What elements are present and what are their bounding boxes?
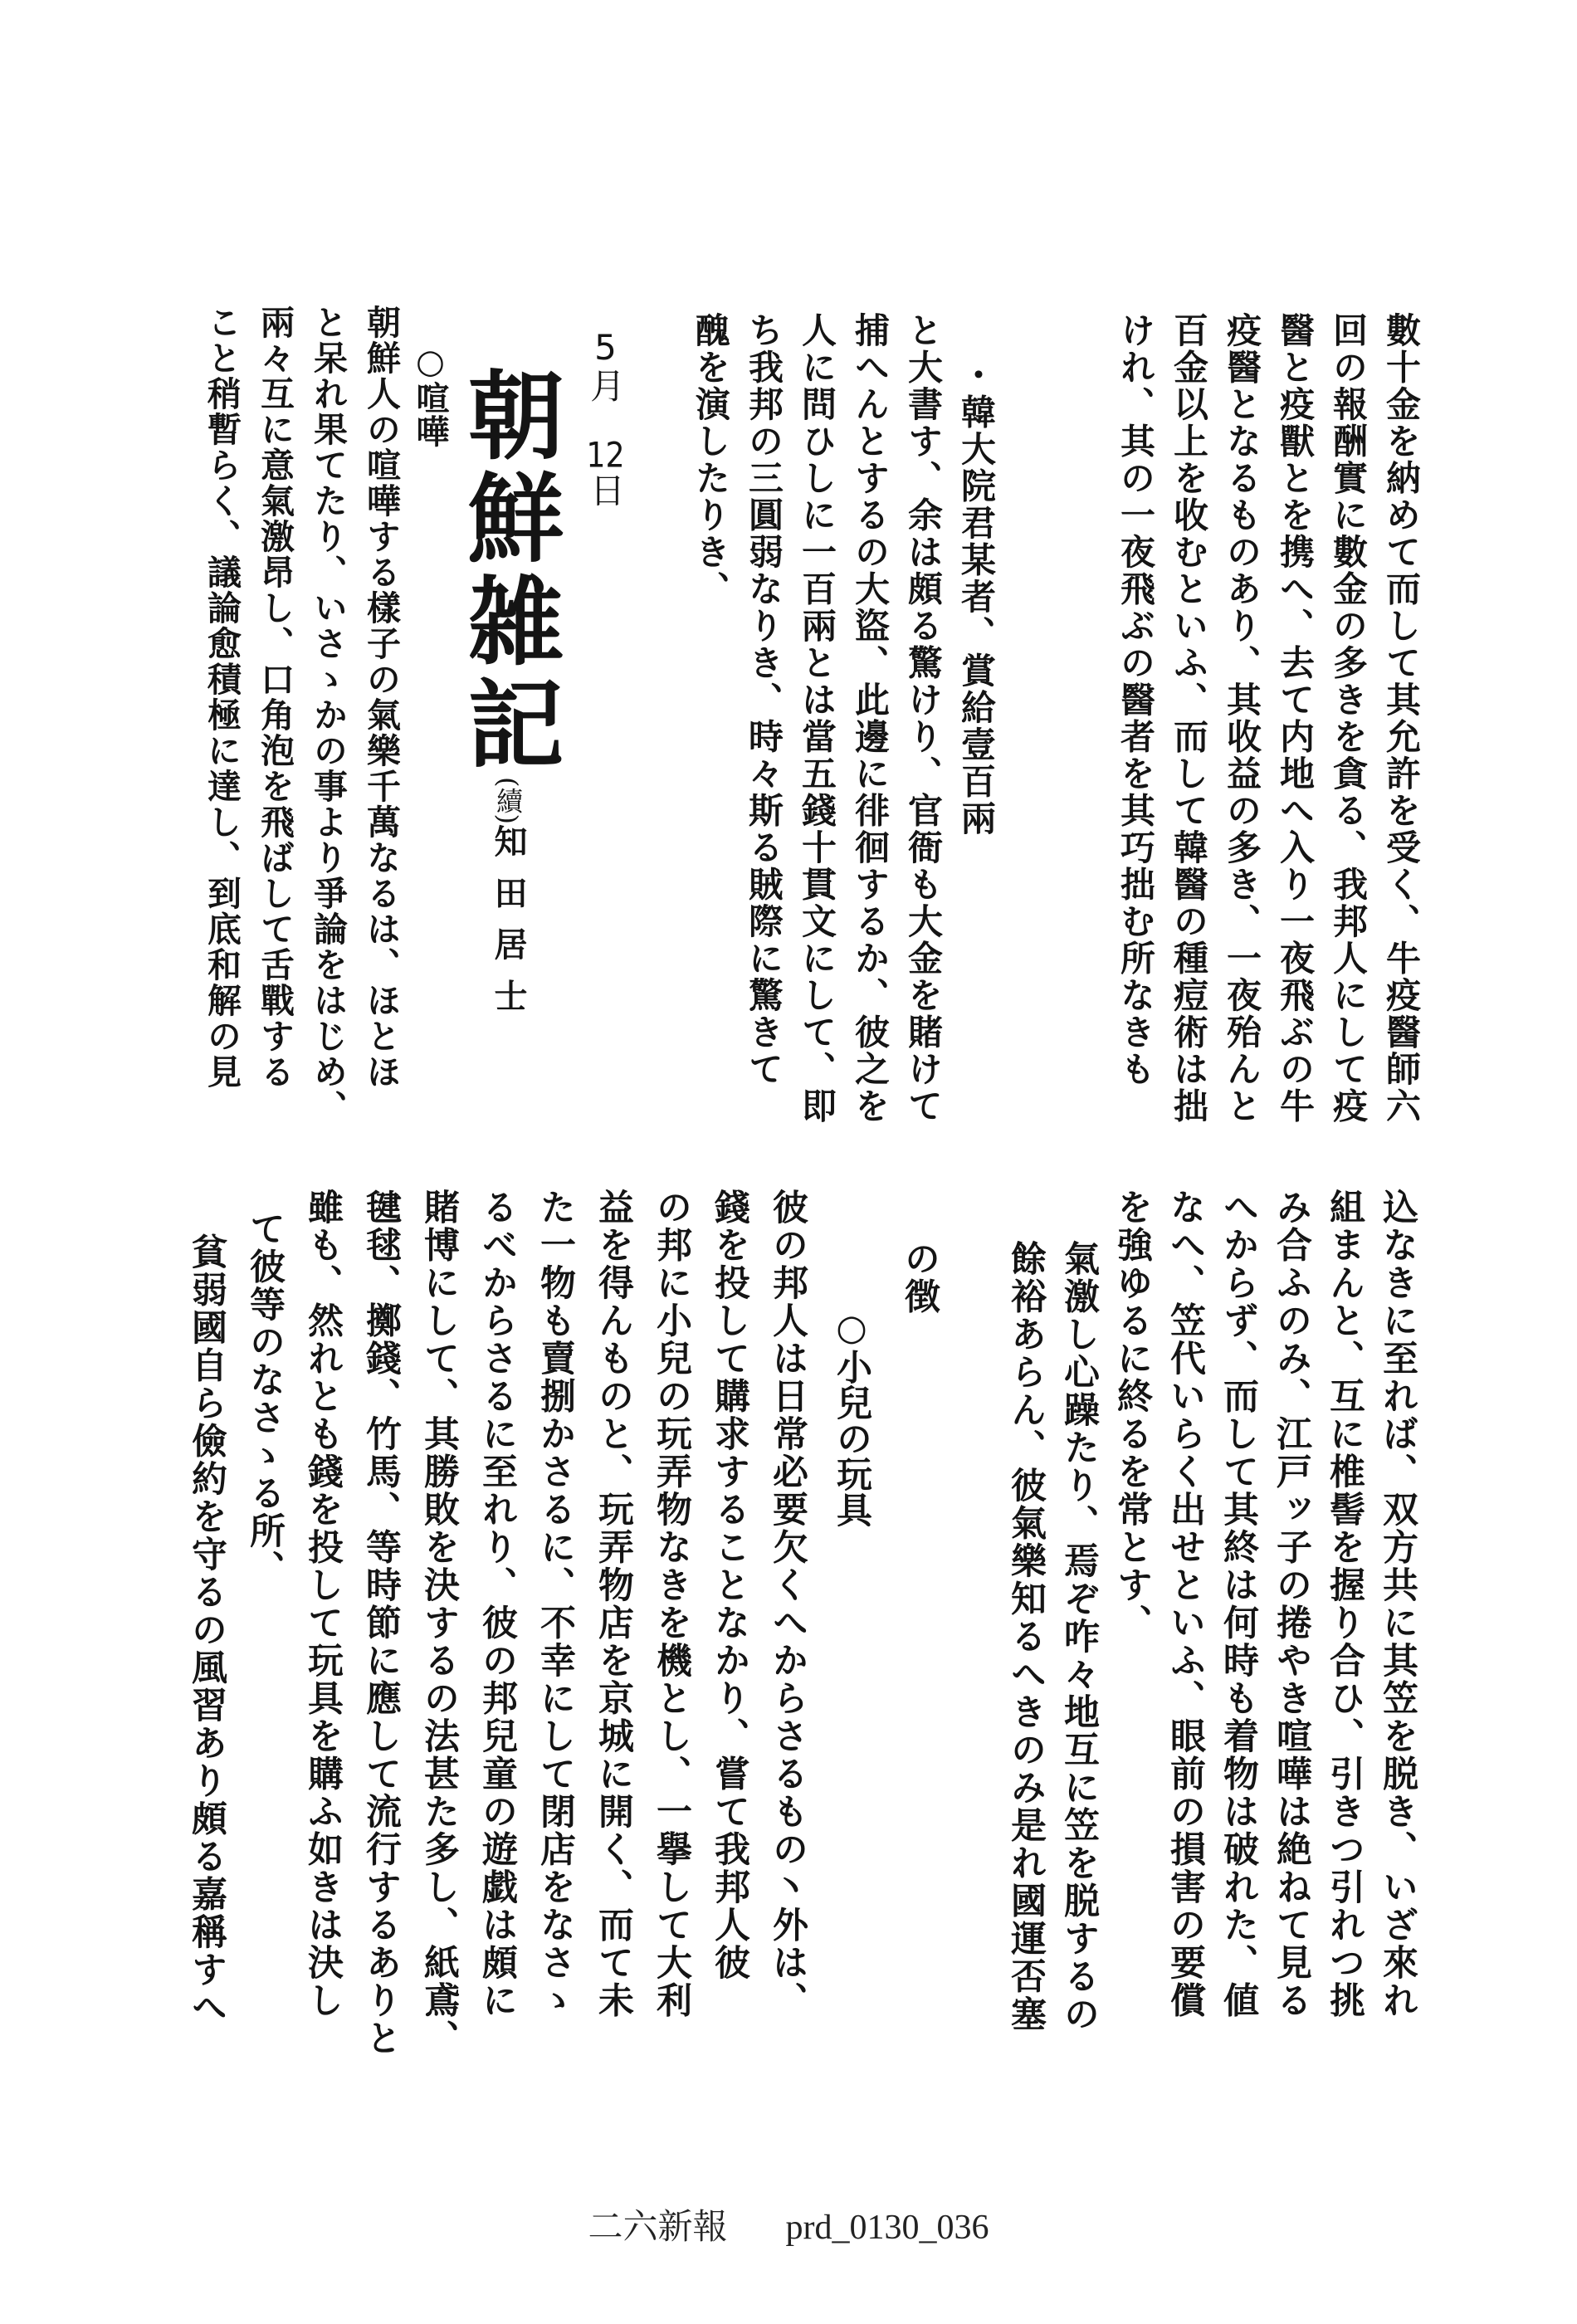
text-column: 賭博にして、其勝敗を決するの法甚た多し、紙鳶、 — [418, 1189, 460, 2058]
upper-article — [684, 312, 1428, 1125]
text-column: 貧弱國自ら儉約を守るの風習あり頗る嘉稱すへ — [186, 1233, 227, 2027]
text-column: 彼の邦人は日常必要欠くへからさるもの丶外は、 — [767, 1189, 808, 2019]
date-day-suffix: 日 — [585, 472, 626, 507]
text-column: 込なきに至れば、双方共に其笠を脱き、いざ來れ — [1377, 1189, 1418, 2019]
toys-article — [178, 1189, 817, 2058]
issue-date — [580, 327, 630, 507]
text-column: 捕へんとするの大盜、此邊に徘徊するか、彼之を — [850, 312, 891, 1125]
text-column: の徴 — [899, 1240, 940, 1316]
text-column: と大書す、余は頗る驚けり、官衙も大金を賭けて — [903, 312, 944, 1125]
text-column: 疫醫となるものあり、其收益の多き、一夜殆んと — [1222, 312, 1262, 1125]
text-column: 益を得んものと、玩弄物店を京城に開く、而て未 — [593, 1189, 634, 2019]
text-column: ち我邦の三圓弱なりき、時々斯る賊際に驚きて — [744, 312, 784, 1088]
text-column: 百金以上を收むといふ、而して韓醫の種痘術は拙 — [1169, 312, 1209, 1125]
series-continued-mark: (續) — [492, 777, 524, 824]
date-space — [585, 403, 626, 437]
quarrel-article — [195, 305, 408, 1125]
text-column: へからず、而して其終は何時も着物は破れた、値 — [1218, 1189, 1259, 2019]
text-column: を強ゆるに終るを常とす、 — [1111, 1189, 1153, 1642]
section-heading: ○喧嘩 — [411, 342, 450, 447]
page-identifier: prd_0130_036 — [785, 2209, 989, 2247]
text-column: 數十金を納めて而して其允許を受く、牛疫醫師六 — [1381, 312, 1422, 1125]
date-day: 12 — [586, 437, 625, 472]
text-column: 組まんと、互に椎髻を握り合ひ、引きつ引れつ挑 — [1324, 1189, 1365, 2019]
text-column: 雖も、然れとも錢を投して玩具を購ふ如きは決し — [302, 1189, 344, 2019]
text-column: 毽毬、擲錢、竹馬、等時節に應して流行するありと — [360, 1189, 402, 2058]
text-column: た一物も賣捌かさるに、不幸にして閉店をなさゝ — [535, 1189, 576, 2019]
series-header — [454, 365, 562, 1015]
text-column: 醜を演したりき、 — [691, 312, 731, 608]
quarrel-article-continued — [893, 1189, 1424, 2034]
section-heading: ○小兒の玩具 — [831, 1307, 872, 1527]
text-column: ・韓大院君某者、賞給壹百兩 — [956, 357, 997, 837]
text-column: 人に問ひしに一百兩とは當五錢十貫文にして、即 — [797, 312, 837, 1125]
text-column: 回の報酬實に數金の多きを貪る、我邦人にして疫 — [1328, 312, 1369, 1125]
text-column: るべからさるに至れり、彼の邦兒童の遊戯は頗に — [476, 1189, 518, 2019]
date-month: 5月 — [585, 327, 626, 403]
text-column: 氣激し心躁たり、焉ぞ咋々地互に笠を脱するの — [1058, 1240, 1100, 2034]
text-column: て彼等のなさゝる所、 — [244, 1210, 286, 1588]
series-title: 朝鮮雑記 — [452, 365, 564, 777]
text-column: なへ、笠代いらく出せといふ、眼前の損害の要償 — [1164, 1189, 1206, 2019]
text-column: 醫と疫獸とを携へ、去て内地へ入り一夜飛ぶの牛 — [1275, 312, 1316, 1125]
newspaper-name: 二六新報 — [588, 2206, 728, 2247]
text-column: の邦に小兒の玩弄物なきを機とし、一擧して大利 — [651, 1189, 692, 2019]
text-column: 朝鮮人の喧嘩する樣子の氣樂千萬なるは、ほとほ — [361, 305, 401, 1090]
text-column: み合ふのみ、江戸ッ子の捲やき喧嘩は絶ねて見る — [1271, 1189, 1312, 2019]
text-column: 錢を投して購求することなかり、嘗て我邦人彼 — [709, 1189, 750, 1982]
page-footer — [0, 2200, 1577, 2249]
text-column: 兩々互に意氣激昂し、口角泡を飛ばして舌戰する — [255, 305, 295, 1090]
text-column: こと稍暫らく、議論愈積極に達し、到底和解の見 — [202, 305, 242, 1090]
text-column: 餘裕あらん、彼氣樂知るへきのみ是れ國運否塞 — [1005, 1240, 1047, 2034]
text-column: けれ、其の一夜飛ぶの醫者を其巧拙む所なきも — [1116, 312, 1156, 1088]
text-column: と呆れ果てたり、いさゝかの事より爭論をはじめ、 — [308, 305, 348, 1125]
series-author: 知 田 居 士 — [489, 823, 528, 1015]
